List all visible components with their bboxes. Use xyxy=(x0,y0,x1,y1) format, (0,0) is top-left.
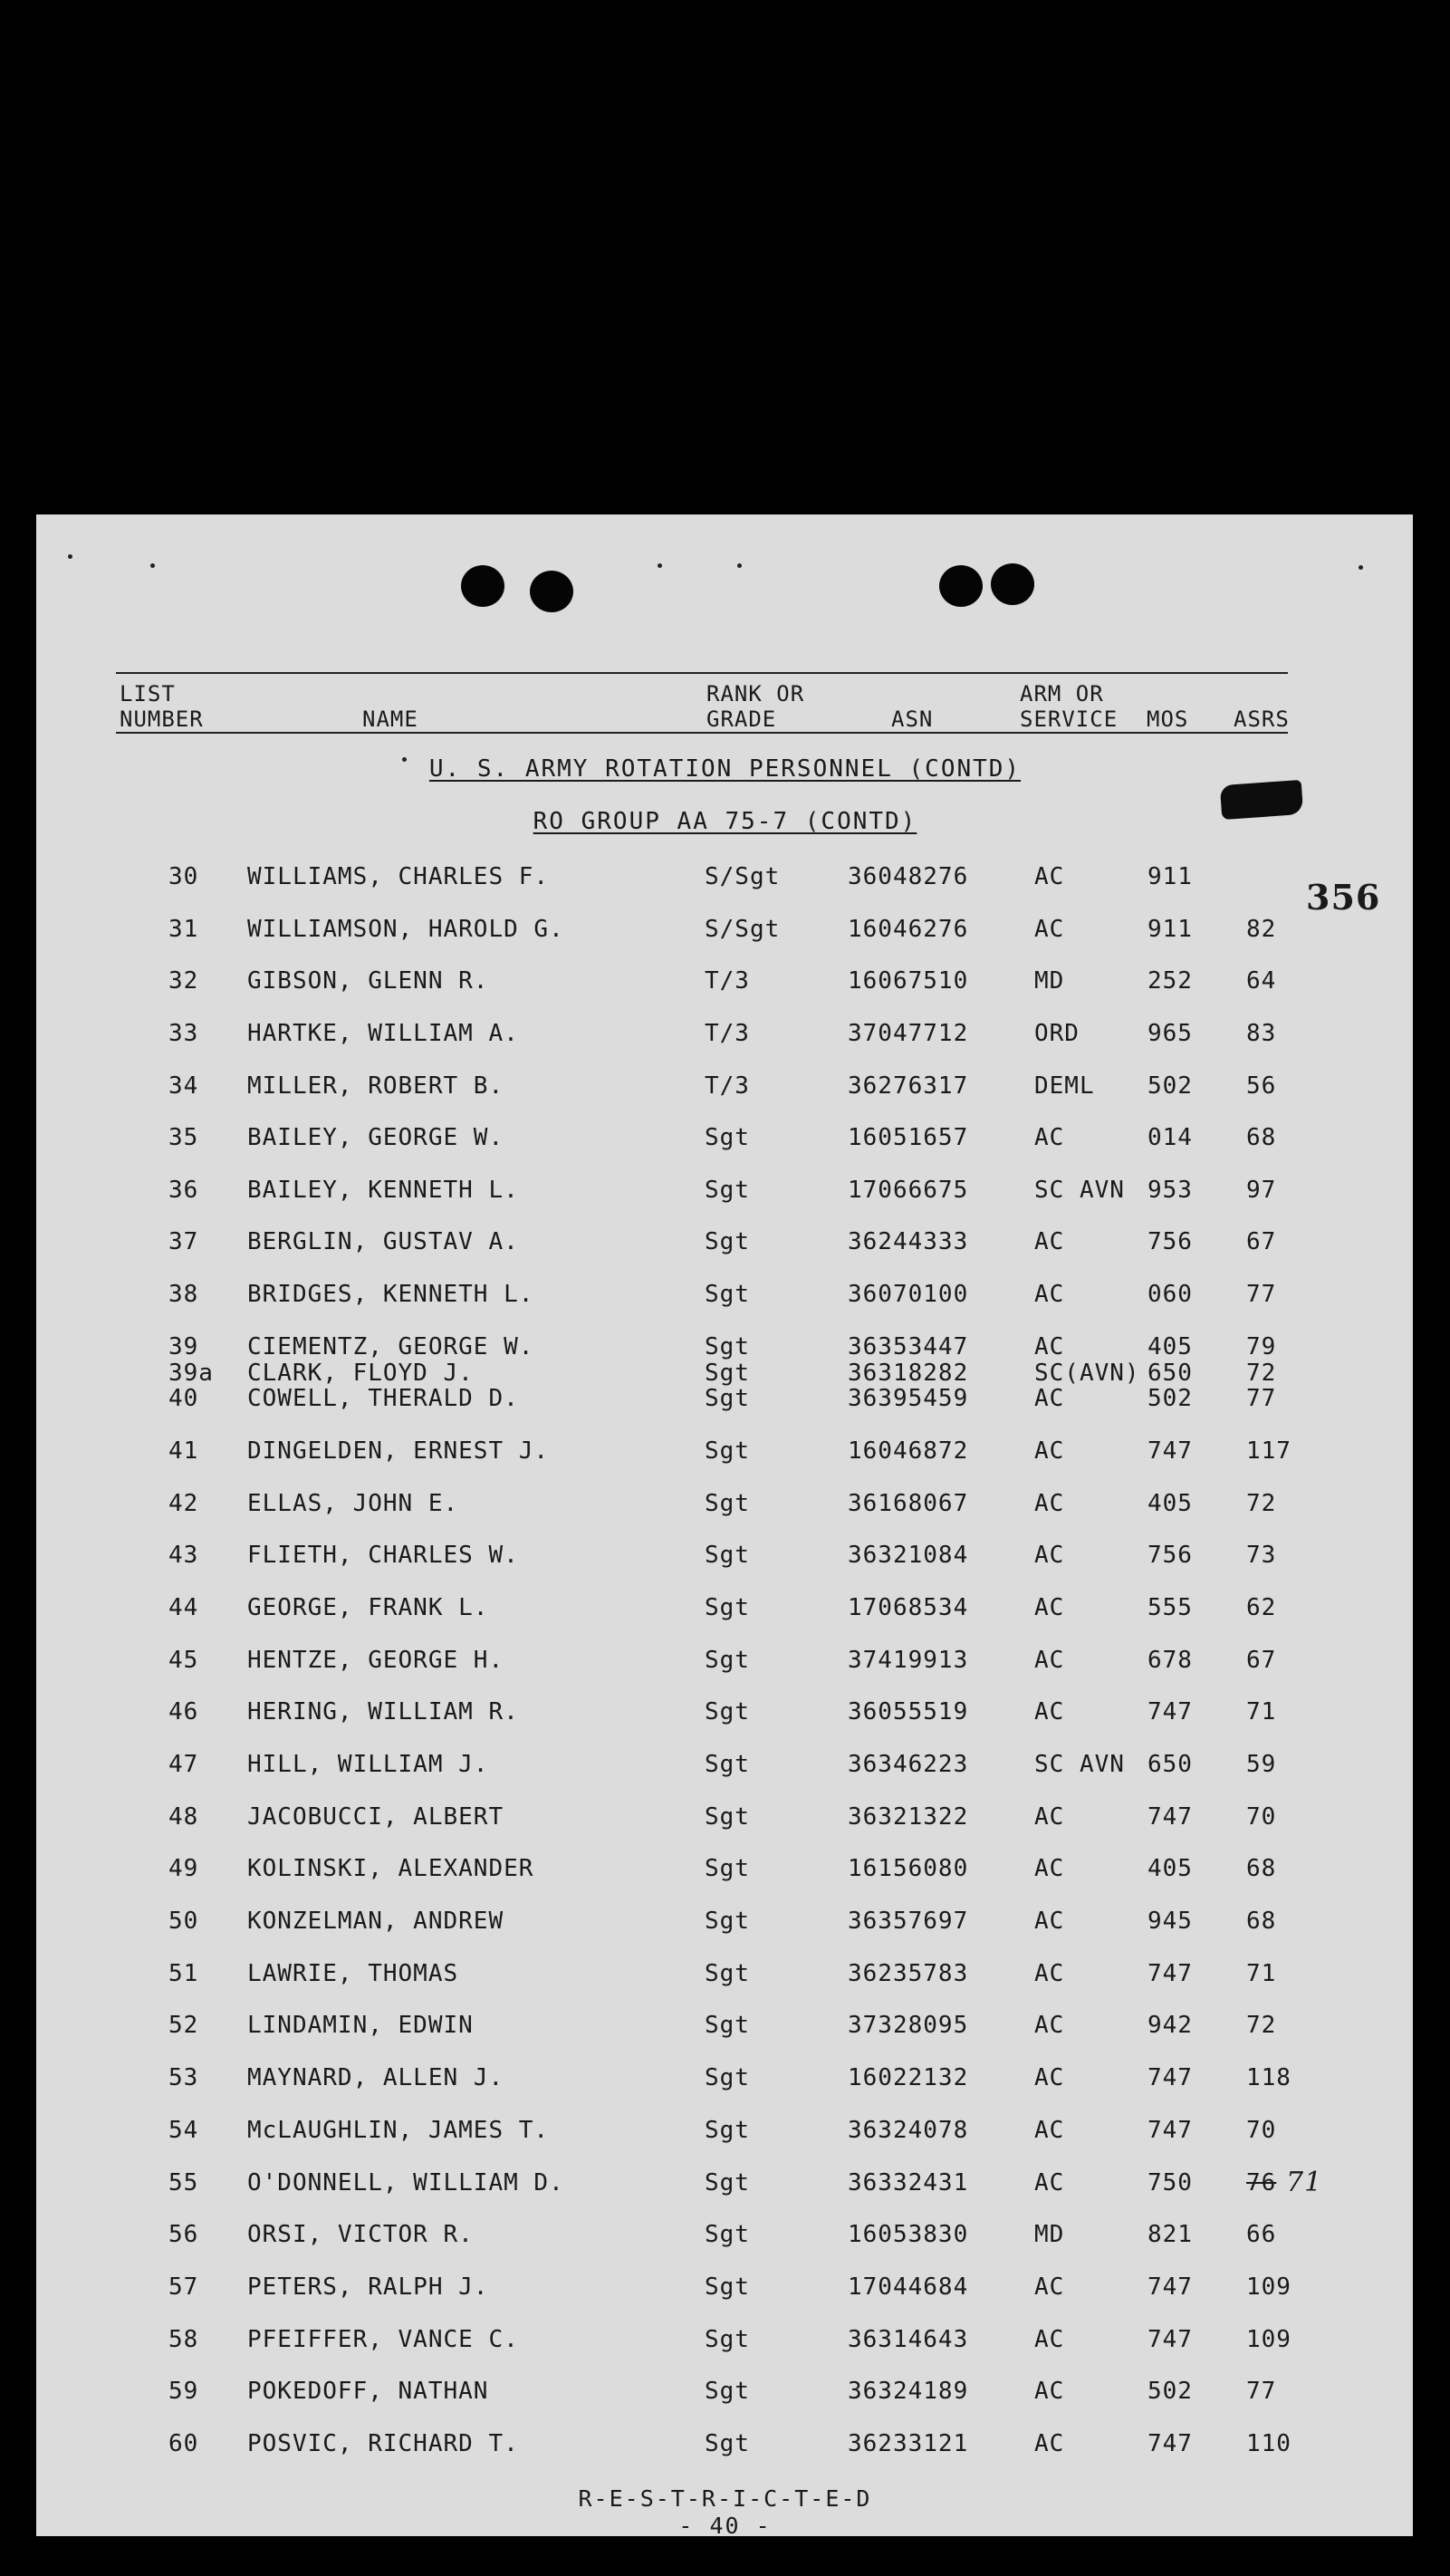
cell-num: 54 xyxy=(168,2117,199,2144)
cell-asrs: 68 xyxy=(1246,1124,1277,1151)
cell-mos: 650 xyxy=(1148,1360,1193,1387)
table-row xyxy=(0,2324,1450,2355)
cell-mos: 747 xyxy=(1148,2064,1193,2091)
header-list-number xyxy=(120,681,204,732)
cell-num: 39 xyxy=(168,1333,199,1360)
table-row xyxy=(0,1122,1450,1153)
cell-asn: 36332431 xyxy=(848,2169,969,2196)
cell-mos: 965 xyxy=(1148,1020,1193,1047)
handwritten-asrs-correction: 71 xyxy=(1286,2167,1323,2198)
table-row xyxy=(0,2115,1450,2146)
cell-name: KONZELMAN, ANDREW xyxy=(247,1908,504,1935)
header-rank-line1: RANK OR xyxy=(706,681,805,706)
cell-arm: AC xyxy=(1034,1281,1065,1308)
cell-mos: 747 xyxy=(1148,1960,1193,1987)
cell-asrs: 73 xyxy=(1246,1542,1277,1569)
page-number: - 40 - xyxy=(678,2513,772,2539)
cell-num: 39a xyxy=(168,1360,214,1387)
speck xyxy=(68,554,72,559)
table-row xyxy=(0,2167,1450,2198)
cell-arm: AC xyxy=(1034,2378,1065,2405)
cell-asn: 36395459 xyxy=(848,1385,969,1412)
cell-mos: 945 xyxy=(1148,1908,1193,1935)
cell-name: BAILEY, KENNETH L. xyxy=(247,1177,519,1204)
cell-rank: Sgt xyxy=(705,1751,750,1778)
cell-rank: Sgt xyxy=(705,2012,750,2039)
cell-asrs: 82 xyxy=(1246,916,1277,943)
section-title-text: U. S. ARMY ROTATION PERSONNEL (CONTD) xyxy=(428,755,1022,783)
cell-name: PETERS, RALPH J. xyxy=(247,2273,489,2301)
cell-num: 45 xyxy=(168,1647,199,1674)
table-row xyxy=(0,2062,1450,2093)
cell-mos: 405 xyxy=(1148,1490,1193,1517)
cell-arm: AC xyxy=(1034,1803,1065,1831)
cell-num: 34 xyxy=(168,1072,199,1100)
cell-asrs: 59 xyxy=(1246,1751,1277,1778)
cell-asn: 17068534 xyxy=(848,1594,969,1621)
cell-asn: 36353447 xyxy=(848,1333,969,1360)
cell-rank: Sgt xyxy=(705,2117,750,2144)
cell-name: WILLIAMSON, HAROLD G. xyxy=(247,916,564,943)
table-row xyxy=(0,861,1450,892)
cell-name: GEORGE, FRANK L. xyxy=(247,1594,489,1621)
cell-mos: 756 xyxy=(1148,1228,1193,1255)
cell-num: 30 xyxy=(168,863,199,890)
cell-asrs: 117 xyxy=(1246,1437,1292,1465)
header-asn-label: ASN xyxy=(891,706,934,732)
header-arm-line1: ARM OR xyxy=(1020,681,1104,706)
cell-rank: T/3 xyxy=(705,1072,750,1100)
cell-asrs: 56 xyxy=(1246,1072,1277,1100)
cell-rank: Sgt xyxy=(705,1908,750,1935)
cell-num: 40 xyxy=(168,1385,199,1412)
cell-asn: 36321322 xyxy=(848,1803,969,1831)
cell-name: FLIETH, CHARLES W. xyxy=(247,1542,519,1569)
cell-asrs: 71 xyxy=(1246,1960,1277,1987)
header-arm-line2: SERVICE xyxy=(1020,706,1119,732)
cell-arm: AC xyxy=(1034,1228,1065,1255)
cell-num: 48 xyxy=(168,1803,199,1831)
cell-mos: 953 xyxy=(1148,1177,1193,1204)
cell-rank: Sgt xyxy=(705,2064,750,2091)
cell-mos: 756 xyxy=(1148,1542,1193,1569)
cell-arm: ORD xyxy=(1034,1020,1080,1047)
cell-mos: 911 xyxy=(1148,916,1193,943)
cell-asn: 16051657 xyxy=(848,1124,969,1151)
cell-asn: 36233121 xyxy=(848,2430,969,2457)
cell-rank: S/Sgt xyxy=(705,863,781,890)
cell-mos: 747 xyxy=(1148,2117,1193,2144)
cell-asn: 36235783 xyxy=(848,1960,969,1987)
cell-asrs: 110 xyxy=(1246,2430,1292,2457)
redaction-mark xyxy=(1220,780,1303,820)
cell-asrs: 97 xyxy=(1246,1177,1277,1204)
cell-name: BAILEY, GEORGE W. xyxy=(247,1124,504,1151)
cell-mos: 014 xyxy=(1148,1124,1193,1151)
cell-arm: AC xyxy=(1034,1908,1065,1935)
table-row xyxy=(0,1749,1450,1780)
cell-rank: Sgt xyxy=(705,1960,750,1987)
cell-num: 32 xyxy=(168,967,199,995)
table-row xyxy=(0,1697,1450,1727)
table-row xyxy=(0,2376,1450,2407)
cell-rank: Sgt xyxy=(705,1281,750,1308)
cell-arm: AC xyxy=(1034,1647,1065,1674)
cell-asrs: 68 xyxy=(1246,1855,1277,1882)
table-row xyxy=(0,914,1450,945)
header-asn xyxy=(891,706,933,732)
cell-mos: 405 xyxy=(1148,1855,1193,1882)
cell-num: 37 xyxy=(168,1228,199,1255)
cell-asn: 36055519 xyxy=(848,1698,969,1725)
cell-name: POSVIC, RICHARD T. xyxy=(247,2430,519,2457)
cell-rank: Sgt xyxy=(705,1124,750,1151)
cell-mos: 750 xyxy=(1148,2169,1193,2196)
cell-name: MILLER, ROBERT B. xyxy=(247,1072,504,1100)
cell-rank: Sgt xyxy=(705,1437,750,1465)
cell-name: JACOBUCCI, ALBERT xyxy=(247,1803,504,1831)
cell-rank: Sgt xyxy=(705,2378,750,2405)
punch-hole xyxy=(991,563,1034,605)
cell-name: O'DONNELL, WILLIAM D. xyxy=(247,2169,564,2196)
cell-arm: AC xyxy=(1034,1333,1065,1360)
table-row xyxy=(0,1226,1450,1257)
cell-arm: AC xyxy=(1034,1385,1065,1412)
cell-rank: T/3 xyxy=(705,1020,750,1047)
cell-mos: 650 xyxy=(1148,1751,1193,1778)
cell-rank: Sgt xyxy=(705,1490,750,1517)
cell-arm: AC xyxy=(1034,1437,1065,1465)
cell-asn: 37328095 xyxy=(848,2012,969,2039)
cell-rank: Sgt xyxy=(705,1542,750,1569)
cell-mos: 405 xyxy=(1148,1333,1193,1360)
cell-asrs: 83 xyxy=(1246,1020,1277,1047)
header-top-rule xyxy=(116,672,1288,674)
cell-asrs: 70 xyxy=(1246,2117,1277,2144)
cell-rank: Sgt xyxy=(705,2221,750,2248)
cell-rank: Sgt xyxy=(705,2326,750,2353)
cell-name: DINGELDEN, ERNEST J. xyxy=(247,1437,550,1465)
cell-mos: 911 xyxy=(1148,863,1193,890)
cell-name: BERGLIN, GUSTAV A. xyxy=(247,1228,519,1255)
cell-asn: 16053830 xyxy=(848,2221,969,2248)
table-row xyxy=(0,2428,1450,2459)
cell-mos: 821 xyxy=(1148,2221,1193,2248)
cell-arm: AC xyxy=(1034,2273,1065,2301)
cell-num: 51 xyxy=(168,1960,199,1987)
cell-arm: AC xyxy=(1034,2326,1065,2353)
cell-num: 42 xyxy=(168,1490,199,1517)
table-row xyxy=(0,1436,1450,1466)
cell-asrs: 67 xyxy=(1246,1647,1277,1674)
cell-num: 56 xyxy=(168,2221,199,2248)
header-rank xyxy=(706,681,804,732)
cell-rank: Sgt xyxy=(705,1594,750,1621)
cell-arm: SC AVN xyxy=(1034,1751,1125,1778)
cell-asn: 36324189 xyxy=(848,2378,969,2405)
speck xyxy=(1359,565,1363,570)
cell-asrs: 71 xyxy=(1246,1698,1277,1725)
cell-name: MAYNARD, ALLEN J. xyxy=(247,2064,504,2091)
cell-asn: 16156080 xyxy=(848,1855,969,1882)
cell-arm: MD xyxy=(1034,967,1065,995)
cell-asrs: 77 xyxy=(1246,2378,1277,2405)
cell-rank: Sgt xyxy=(705,2430,750,2457)
punch-hole xyxy=(530,571,573,612)
cell-mos: 747 xyxy=(1148,1803,1193,1831)
cell-num: 35 xyxy=(168,1124,199,1151)
cell-asrs: 77 xyxy=(1246,1385,1277,1412)
cell-asrs: 62 xyxy=(1246,1594,1277,1621)
cell-mos: 502 xyxy=(1148,1385,1193,1412)
cell-arm: AC xyxy=(1034,2430,1065,2457)
cell-rank: T/3 xyxy=(705,967,750,995)
header-arm xyxy=(1020,681,1118,732)
cell-arm: AC xyxy=(1034,2064,1065,2091)
header-bottom-rule xyxy=(116,732,1288,734)
group-title-text: RO GROUP AA 75-7 (CONTD) xyxy=(533,808,917,835)
header-rank-line2: GRADE xyxy=(706,706,777,732)
cell-num: 38 xyxy=(168,1281,199,1308)
cell-name: GIBSON, GLENN R. xyxy=(247,967,489,995)
cell-arm: AC xyxy=(1034,1855,1065,1882)
cell-arm: AC xyxy=(1034,863,1065,890)
cell-asrs: 72 xyxy=(1246,1360,1277,1387)
header-mos-label: MOS xyxy=(1147,706,1189,732)
cell-asrs: 72 xyxy=(1246,1490,1277,1517)
cell-num: 43 xyxy=(168,1542,199,1569)
cell-arm: AC xyxy=(1034,916,1065,943)
cell-rank: Sgt xyxy=(705,2273,750,2301)
cell-name: PFEIFFER, VANCE C. xyxy=(247,2326,519,2353)
cell-rank: Sgt xyxy=(705,2169,750,2196)
cell-mos: 747 xyxy=(1148,1698,1193,1725)
speck xyxy=(658,563,662,568)
cell-arm: AC xyxy=(1034,2012,1065,2039)
cell-arm: SC AVN xyxy=(1034,1177,1125,1204)
header-name-label: NAME xyxy=(362,706,418,732)
cell-asrs: 67 xyxy=(1246,1228,1277,1255)
cell-asrs: 77 xyxy=(1246,1281,1277,1308)
cell-asn: 36318282 xyxy=(848,1360,969,1387)
cell-name: LINDAMIN, EDWIN xyxy=(247,2012,474,2039)
cell-asn: 36276317 xyxy=(848,1072,969,1100)
punch-hole xyxy=(461,565,504,607)
cell-asn: 37419913 xyxy=(848,1647,969,1674)
cell-arm: AC xyxy=(1034,1698,1065,1725)
cell-arm: AC xyxy=(1034,2169,1065,2196)
cell-num: 49 xyxy=(168,1855,199,1882)
cell-arm: DEML xyxy=(1034,1072,1095,1100)
speck xyxy=(737,563,742,568)
cell-name: ELLAS, JOHN E. xyxy=(247,1490,459,1517)
cell-num: 53 xyxy=(168,2064,199,2091)
table-row xyxy=(0,1592,1450,1623)
classification-footer: R-E-S-T-R-I-C-T-E-D xyxy=(578,2485,872,2512)
table-row xyxy=(0,1958,1450,1989)
cell-mos: 942 xyxy=(1148,2012,1193,2039)
cell-asn: 16022132 xyxy=(848,2064,969,2091)
cell-num: 57 xyxy=(168,2273,199,2301)
cell-name: COWELL, THERALD D. xyxy=(247,1385,519,1412)
section-title xyxy=(0,755,1450,783)
table-row xyxy=(0,2010,1450,2041)
cell-name: HERING, WILLIAM R. xyxy=(247,1698,519,1725)
cell-num: 31 xyxy=(168,916,199,943)
cell-name: McLAUGHLIN, JAMES T. xyxy=(247,2117,550,2144)
cell-asn: 36168067 xyxy=(848,1490,969,1517)
cell-num: 33 xyxy=(168,1020,199,1047)
cell-asn: 36244333 xyxy=(848,1228,969,1255)
cell-num: 50 xyxy=(168,1908,199,1935)
cell-asrs: 72 xyxy=(1246,2012,1277,2039)
cell-num: 46 xyxy=(168,1698,199,1725)
header-asrs xyxy=(1234,706,1290,732)
cell-asn: 36048276 xyxy=(848,863,969,890)
header-list-number-line2: NUMBER xyxy=(120,706,204,732)
cell-arm: AC xyxy=(1034,1594,1065,1621)
cell-num: 36 xyxy=(168,1177,199,1204)
cell-name: ORSI, VICTOR R. xyxy=(247,2221,474,2248)
cell-rank: Sgt xyxy=(705,1385,750,1412)
cell-name: POKEDOFF, NATHAN xyxy=(247,2378,489,2405)
cell-arm: AC xyxy=(1034,1490,1065,1517)
table-row xyxy=(0,1488,1450,1519)
punch-hole xyxy=(939,565,983,607)
table-row xyxy=(0,1853,1450,1884)
cell-rank: Sgt xyxy=(705,1360,750,1387)
cell-num: 60 xyxy=(168,2430,199,2457)
header-list-number-line1: LIST xyxy=(120,681,176,706)
table-row xyxy=(0,1383,1450,1414)
cell-name: HENTZE, GEORGE H. xyxy=(247,1647,504,1674)
cell-name: HILL, WILLIAM J. xyxy=(247,1751,489,1778)
cell-arm: AC xyxy=(1034,1960,1065,1987)
cell-asrs: 79 xyxy=(1246,1333,1277,1360)
cell-num: 58 xyxy=(168,2326,199,2353)
cell-asn: 17044684 xyxy=(848,2273,969,2301)
cell-name: CIEMENTZ, GEORGE W. xyxy=(247,1333,534,1360)
header-asrs-label: ASRS xyxy=(1234,706,1290,732)
cell-mos: 747 xyxy=(1148,2273,1193,2301)
cell-mos: 678 xyxy=(1148,1647,1193,1674)
cell-name: CLARK, FLOYD J. xyxy=(247,1360,474,1387)
cell-arm: MD xyxy=(1034,2221,1065,2248)
header-mos xyxy=(1147,706,1188,732)
cell-asn: 36321084 xyxy=(848,1542,969,1569)
table-row xyxy=(0,1175,1450,1206)
cell-asn: 36314643 xyxy=(848,2326,969,2353)
cell-asrs: 109 xyxy=(1246,2273,1292,2301)
cell-asrs: 118 xyxy=(1246,2064,1292,2091)
cell-mos: 252 xyxy=(1148,967,1193,995)
cell-asrs: 70 xyxy=(1246,1803,1277,1831)
cell-asn: 16046276 xyxy=(848,916,969,943)
cell-rank: Sgt xyxy=(705,1855,750,1882)
cell-asn: 16046872 xyxy=(848,1437,969,1465)
cell-mos: 060 xyxy=(1148,1281,1193,1308)
table-row xyxy=(0,1071,1450,1101)
cell-arm: AC xyxy=(1034,1542,1065,1569)
cell-rank: Sgt xyxy=(705,1803,750,1831)
table-row xyxy=(0,1279,1450,1310)
cell-name: LAWRIE, THOMAS xyxy=(247,1960,459,1987)
cell-name: HARTKE, WILLIAM A. xyxy=(247,1020,519,1047)
cell-asrs: 68 xyxy=(1246,1908,1277,1935)
cell-name: KOLINSKI, ALEXANDER xyxy=(247,1855,534,1882)
cell-num: 44 xyxy=(168,1594,199,1621)
cell-rank: Sgt xyxy=(705,1698,750,1725)
cell-mos: 502 xyxy=(1148,2378,1193,2405)
cell-num: 52 xyxy=(168,2012,199,2039)
cell-name: BRIDGES, KENNETH L. xyxy=(247,1281,534,1308)
cell-mos: 555 xyxy=(1148,1594,1193,1621)
cell-arm: SC(AVN) xyxy=(1034,1360,1140,1387)
table-row xyxy=(0,1018,1450,1049)
cell-asn: 17066675 xyxy=(848,1177,969,1204)
cell-num: 41 xyxy=(168,1437,199,1465)
cell-rank: S/Sgt xyxy=(705,916,781,943)
cell-asn: 37047712 xyxy=(848,1020,969,1047)
cell-num: 59 xyxy=(168,2378,199,2405)
cell-mos: 502 xyxy=(1148,1072,1193,1100)
cell-asn: 36357697 xyxy=(848,1908,969,1935)
table-row xyxy=(0,966,1450,996)
cell-arm: AC xyxy=(1034,1124,1065,1151)
cell-asrs: 109 xyxy=(1246,2326,1292,2353)
cell-num: 47 xyxy=(168,1751,199,1778)
page-stamp-number: 356 xyxy=(1306,877,1381,918)
cell-num: 55 xyxy=(168,2169,199,2196)
cell-mos: 747 xyxy=(1148,2326,1193,2353)
speck xyxy=(150,563,155,568)
cell-mos: 747 xyxy=(1148,2430,1193,2457)
cell-asn: 16067510 xyxy=(848,967,969,995)
cell-rank: Sgt xyxy=(705,1333,750,1360)
cell-asn: 36324078 xyxy=(848,2117,969,2144)
cell-asn: 36070100 xyxy=(848,1281,969,1308)
table-row xyxy=(0,1802,1450,1832)
table-row xyxy=(0,1645,1450,1676)
cell-rank: Sgt xyxy=(705,1228,750,1255)
table-row xyxy=(0,2272,1450,2302)
cell-mos: 747 xyxy=(1148,1437,1193,1465)
cell-arm: AC xyxy=(1034,2117,1065,2144)
cell-name: WILLIAMS, CHARLES F. xyxy=(247,863,550,890)
cell-asrs: 66 xyxy=(1246,2221,1277,2248)
table-row xyxy=(0,1540,1450,1571)
cell-asn: 36346223 xyxy=(848,1751,969,1778)
table-row xyxy=(0,2219,1450,2250)
cell-asrs: 76 xyxy=(1246,2169,1277,2196)
table-row xyxy=(0,1906,1450,1937)
header-name xyxy=(362,706,418,732)
cell-rank: Sgt xyxy=(705,1647,750,1674)
cell-asrs: 64 xyxy=(1246,967,1277,995)
cell-rank: Sgt xyxy=(705,1177,750,1204)
